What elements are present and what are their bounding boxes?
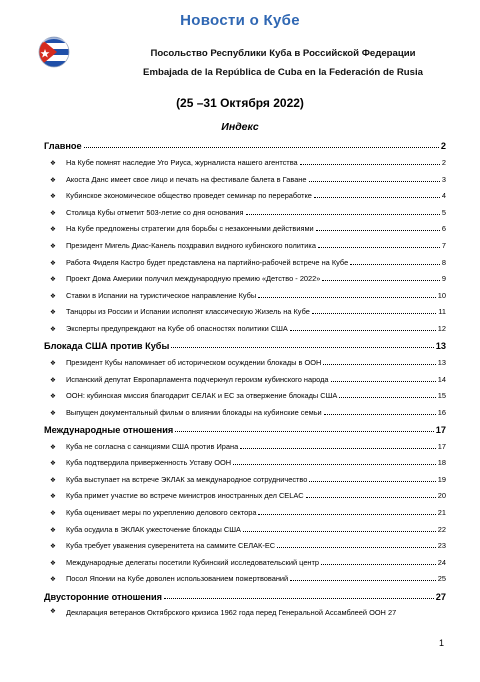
toc-page-number: 7 xyxy=(441,240,446,250)
toc-item-entry[interactable] xyxy=(44,401,446,418)
toc-section-entry[interactable] xyxy=(44,418,446,435)
diamond-bullet-icon: ❖ xyxy=(50,259,56,267)
toc-item-title: Куба примет участие во встрече министров иностранных дел CELAC xyxy=(66,491,304,501)
toc-item-entry[interactable] xyxy=(44,501,446,518)
toc-item-title: Куба не согласна с санкциями США против Ирана xyxy=(66,441,239,451)
diamond-bullet-icon: ❖ xyxy=(50,409,56,417)
toc-item-title: Ставки в Испании на туристическое направление Кубы xyxy=(66,290,257,300)
toc-item-entry[interactable] xyxy=(44,452,446,469)
dot-leader xyxy=(84,147,439,148)
toc-item-entry[interactable] xyxy=(44,468,446,485)
toc-page-number: 14 xyxy=(437,374,446,384)
dot-leader xyxy=(350,264,440,265)
diamond-bullet-icon: ❖ xyxy=(50,325,56,333)
cuban-flag-sphere-logo xyxy=(30,30,86,70)
embassy-name-es: Embajada de la República de Cuba en la Federación de Rusia xyxy=(143,67,423,78)
toc-page-number: 5 xyxy=(441,207,446,217)
dot-leader xyxy=(314,197,440,198)
toc-page-number: 13 xyxy=(435,341,446,352)
dot-leader xyxy=(233,464,436,465)
publication-title: Новости о Кубе xyxy=(180,12,300,29)
toc-item-title: Куба оценивает меры по укреплению делового сектора xyxy=(66,508,257,518)
diamond-bullet-icon: ❖ xyxy=(50,393,56,401)
dot-leader xyxy=(290,580,436,581)
toc-page-number: 27 xyxy=(435,591,446,602)
diamond-bullet-icon: ❖ xyxy=(50,376,56,384)
toc-item-title: Куба осудила в ЭКЛАК ужесточение блокады США xyxy=(66,524,241,534)
toc-item-title: Работа Фиделя Кастро будет представлена на партийно-рабочей встрече на Кубе xyxy=(66,257,349,267)
dot-leader xyxy=(243,531,436,532)
dot-leader xyxy=(321,564,436,565)
toc-page-number: 4 xyxy=(441,191,446,201)
toc-item-entry[interactable] xyxy=(44,268,446,285)
toc-page-number: 19 xyxy=(437,474,446,484)
dot-leader xyxy=(258,297,436,298)
toc-item-entry[interactable] xyxy=(44,485,446,502)
diamond-bullet-icon: ❖ xyxy=(50,292,56,300)
diamond-bullet-icon: ❖ xyxy=(50,159,56,167)
toc-page-number: 24 xyxy=(437,557,446,567)
dot-leader xyxy=(300,164,440,165)
dot-leader xyxy=(318,247,440,248)
toc-item-entry[interactable] xyxy=(44,535,446,552)
masthead xyxy=(0,10,480,98)
diamond-bullet-icon: ❖ xyxy=(50,443,56,451)
toc-page-number: 2 xyxy=(440,141,446,152)
dot-leader xyxy=(171,347,433,348)
toc-page-number: 22 xyxy=(437,524,446,534)
diamond-bullet-icon: ❖ xyxy=(50,359,56,367)
table-of-contents xyxy=(44,134,446,633)
dot-leader xyxy=(164,598,434,599)
dot-leader xyxy=(324,414,436,415)
toc-item-entry[interactable] xyxy=(44,568,446,585)
diamond-bullet-icon: ❖ xyxy=(50,559,56,567)
toc-page-number: 17 xyxy=(435,425,446,436)
toc-item-title: Куба подтвердила приверженность Уставу ООН xyxy=(66,458,232,468)
diamond-bullet-icon: ❖ xyxy=(50,276,56,284)
toc-item-title: Президент Кубы напоминает об историческом осуждении блокады в ООН xyxy=(66,357,322,367)
toc-item-entry[interactable] xyxy=(44,317,446,334)
dot-leader xyxy=(175,431,434,432)
diamond-bullet-icon: ❖ xyxy=(50,576,56,584)
toc-item-entry[interactable] xyxy=(44,518,446,535)
diamond-bullet-icon: ❖ xyxy=(50,209,56,217)
page-number: 1 xyxy=(438,638,444,648)
toc-page-number: 15 xyxy=(437,391,446,401)
toc-item-title: Декларация ветеранов Октябрского кризиса 1962 года перед Генеральной Ассамблеей ООН 27 xyxy=(66,607,397,617)
toc-section-title: Главное xyxy=(44,141,82,152)
toc-item-title: Столица Кубы отметит 503-летие со дня основания xyxy=(66,207,244,217)
toc-page-number: 16 xyxy=(437,407,446,417)
dot-leader xyxy=(306,497,436,498)
toc-item-title: Танцоры из России и Испании исполнят классическую Жизель на Кубе xyxy=(66,307,310,317)
toc-item-entry[interactable] xyxy=(44,201,446,218)
toc-item-title: На Кубе предложены стратегии для борьбы с незаконными действиями xyxy=(66,224,314,234)
toc-item-entry[interactable] xyxy=(44,284,446,301)
toc-item-title: Куба требует уважения суверенитета на саммите СЕЛАК-ЕС xyxy=(66,541,276,551)
dot-leader xyxy=(258,514,435,515)
toc-page-number: 10 xyxy=(437,290,446,300)
diamond-bullet-icon: ❖ xyxy=(50,543,56,551)
toc-section-entry[interactable] xyxy=(44,134,446,151)
toc-item-entry[interactable] xyxy=(44,435,446,452)
toc-item-entry[interactable] xyxy=(44,602,446,633)
toc-page-number: 8 xyxy=(441,257,446,267)
dot-leader xyxy=(309,181,440,182)
toc-item-entry[interactable] xyxy=(44,368,446,385)
dot-leader xyxy=(246,214,440,215)
diamond-bullet-icon: ❖ xyxy=(50,193,56,201)
toc-item-title: Международные делегаты посетили Кубинский исследовательский центр xyxy=(66,557,320,567)
toc-page-number: 17 xyxy=(437,441,446,451)
toc-item-entry[interactable] xyxy=(44,351,446,368)
toc-item-title: Испанский депутат Европарламента подчеркнул героизм кубинского народа xyxy=(66,374,329,384)
toc-item-entry[interactable] xyxy=(44,234,446,251)
toc-page-number: 20 xyxy=(437,491,446,501)
toc-item-title: Президент Мигель Диас-Канель поздравил видного кубинского политика xyxy=(66,240,316,250)
dot-leader xyxy=(323,364,435,365)
toc-page-number: 27 xyxy=(387,607,397,617)
diamond-bullet-icon: ❖ xyxy=(50,460,56,468)
toc-item-title: На Кубе помнят наследие Уго Риуса, журналиста нашего агентства xyxy=(66,157,298,167)
diamond-bullet-icon: ❖ xyxy=(50,242,56,250)
toc-page-number: 2 xyxy=(441,157,446,167)
toc-page-number: 11 xyxy=(438,307,446,317)
toc-section-entry[interactable] xyxy=(44,584,446,601)
embassy-name-ru: Посольство Республики Куба в Российской Федерации xyxy=(150,48,416,59)
toc-item-entry[interactable] xyxy=(44,151,446,168)
diamond-bullet-icon: ❖ xyxy=(50,309,56,317)
toc-item-title: ООН: кубинская миссия благодарит СЕЛАК и ЕС за отвержение блокады США xyxy=(66,391,338,401)
toc-item-entry[interactable] xyxy=(44,301,446,318)
dot-leader xyxy=(240,448,436,449)
toc-section-title: Блокада США против Кубы xyxy=(44,341,170,352)
toc-item-title: Проект Дома Америки получил международную премию «Детство - 2022» xyxy=(66,274,321,284)
diamond-bullet-icon: ❖ xyxy=(50,510,56,518)
toc-item-entry[interactable] xyxy=(44,385,446,402)
dot-leader xyxy=(339,397,435,398)
toc-item-title: Выпущен документальный фильм о влиянии блокады на кубинские семьи xyxy=(66,407,322,417)
toc-item-entry[interactable] xyxy=(44,251,446,268)
dot-leader xyxy=(277,547,436,548)
dot-leader xyxy=(312,313,436,314)
toc-page-number: 21 xyxy=(437,508,446,518)
diamond-bullet-icon: ❖ xyxy=(50,176,56,184)
dot-leader xyxy=(316,230,440,231)
toc-item-title: Кубинское экономическое общество проведет семинар по переработке xyxy=(66,191,312,201)
index-heading: Индекс xyxy=(221,121,259,133)
toc-item-entry[interactable] xyxy=(44,218,446,235)
diamond-bullet-icon: ❖ xyxy=(50,226,56,234)
toc-page-number: 13 xyxy=(437,357,446,367)
diamond-bullet-icon: ❖ xyxy=(50,476,56,484)
toc-page-number: 12 xyxy=(437,323,446,333)
date-range: (25 –31 Октября 2022) xyxy=(176,96,304,110)
diamond-bullet-icon: ❖ xyxy=(50,493,56,501)
toc-item-title: Куба выступает на встрече ЭКЛАК за международное сотрудничество xyxy=(66,474,308,484)
diamond-bullet-icon: ❖ xyxy=(50,526,56,534)
diamond-bullet-icon: ❖ xyxy=(50,607,56,615)
toc-page-number: 3 xyxy=(441,174,446,184)
dot-leader xyxy=(309,481,435,482)
toc-page-number: 18 xyxy=(437,458,446,468)
dot-leader xyxy=(331,381,436,382)
toc-item-title: Акоста Данс имеет свое лицо и печать на фестивале балета в Гаване xyxy=(66,174,307,184)
toc-item-title: Посол Японии на Кубе доволен использованием пожертвований xyxy=(66,574,289,584)
toc-section-title: Двусторонние отношения xyxy=(44,591,162,602)
toc-page-number: 25 xyxy=(437,574,446,584)
toc-item-entry[interactable] xyxy=(44,168,446,185)
toc-page-number: 9 xyxy=(441,274,446,284)
dot-leader xyxy=(290,330,436,331)
dot-leader xyxy=(322,280,439,281)
toc-section-title: Международные отношения xyxy=(44,425,174,436)
toc-item-entry[interactable] xyxy=(44,185,446,202)
toc-page-number: 6 xyxy=(441,224,446,234)
toc-item-entry[interactable] xyxy=(44,551,446,568)
toc-section-entry[interactable] xyxy=(44,334,446,351)
toc-item-title: Эксперты предупреждают на Кубе об опасностях политики США xyxy=(66,323,288,333)
toc-page-number: 23 xyxy=(437,541,446,551)
